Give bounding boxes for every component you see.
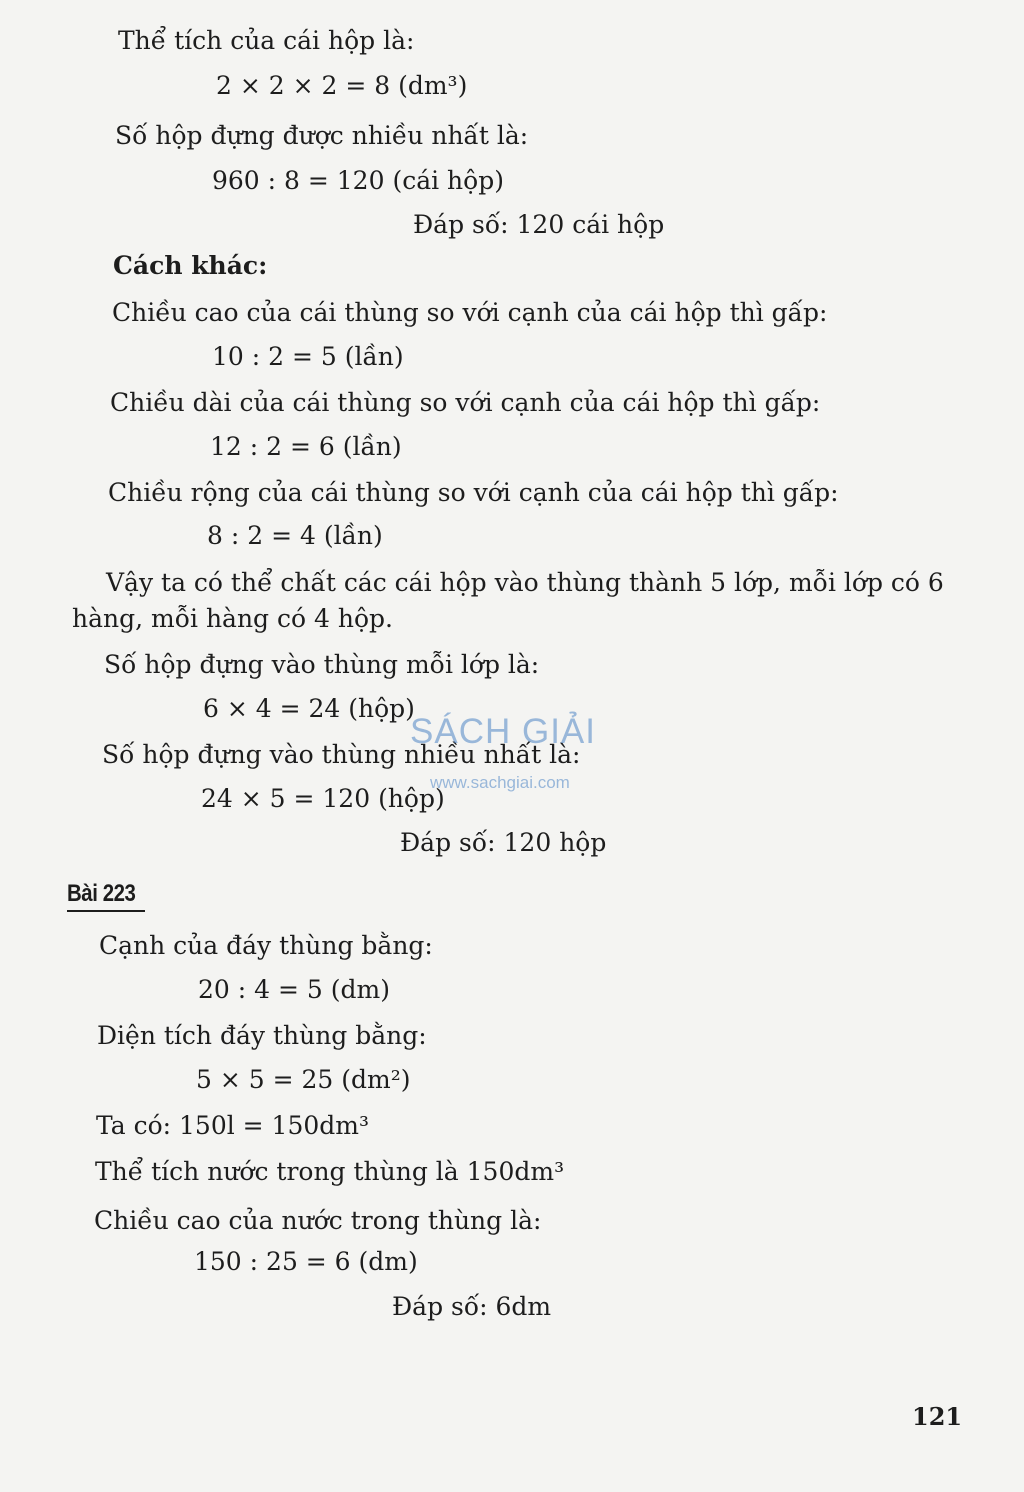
text-line: 8 : 2 = 4 (lần) [207, 521, 383, 550]
text-line: Chiều dài của cái thùng so với cạnh của cái hộp thì gấp: [110, 388, 821, 417]
text-line: Chiều rộng của cái thùng so với cạnh của cái hộp thì gấp: [108, 478, 839, 507]
text-line: Thể tích nước trong thùng là 150dm³ [95, 1157, 565, 1186]
text-line: hàng, mỗi hàng có 4 hộp. [72, 604, 393, 633]
text-line: Số hộp đựng vào thùng nhiều nhất là: [102, 740, 581, 769]
text-line: Cạnh của đáy thùng bằng: [99, 931, 433, 960]
text-line: Đáp số: 120 hộp [400, 828, 607, 857]
text-line: 6 × 4 = 24 (hộp) [203, 694, 415, 723]
text-line: Vậy ta có thể chất các cái hộp vào thùng thành 5 lớp, mỗi lớp có 6 [106, 568, 944, 597]
text-line: Cách khác: [113, 251, 268, 280]
text-line: Chiều cao của cái thùng so với cạnh của cái hộp thì gấp: [112, 298, 828, 327]
text-line: Đáp số: 6dm [392, 1292, 552, 1321]
text-line: 24 × 5 = 120 (hộp) [201, 784, 445, 813]
text-line: Số hộp đựng vào thùng mỗi lớp là: [104, 650, 540, 679]
text-line: Đáp số: 120 cái hộp [413, 210, 665, 239]
text-line: 5 × 5 = 25 (dm²) [196, 1065, 411, 1094]
text-line: Thể tích của cái hộp là: [118, 26, 415, 55]
watermark-logo [410, 698, 620, 798]
text-line: 12 : 2 = 6 (lần) [210, 432, 402, 461]
text-line: 150 : 25 = 6 (dm) [194, 1247, 418, 1276]
exercise-heading-text: Bài 223 [67, 880, 136, 907]
heading-underline [67, 910, 145, 912]
watermark-url: www.sachgiai.com [430, 773, 570, 792]
page-number: 121 [912, 1402, 963, 1431]
text-line: Chiều cao của nước trong thùng là: [94, 1206, 542, 1235]
text-line: Ta có: 150l = 150dm³ [96, 1111, 370, 1140]
text-line: 20 : 4 = 5 (dm) [198, 975, 390, 1004]
text-line: Số hộp đựng được nhiều nhất là: [115, 121, 529, 150]
text-line: Diện tích đáy thùng bằng: [97, 1021, 427, 1050]
text-line: 960 : 8 = 120 (cái hộp) [212, 166, 504, 195]
text-line: 2 × 2 × 2 = 8 (dm³) [216, 71, 468, 100]
text-line: 10 : 2 = 5 (lần) [212, 342, 404, 371]
watermark-brand: SÁCH GIẢI [410, 712, 596, 751]
